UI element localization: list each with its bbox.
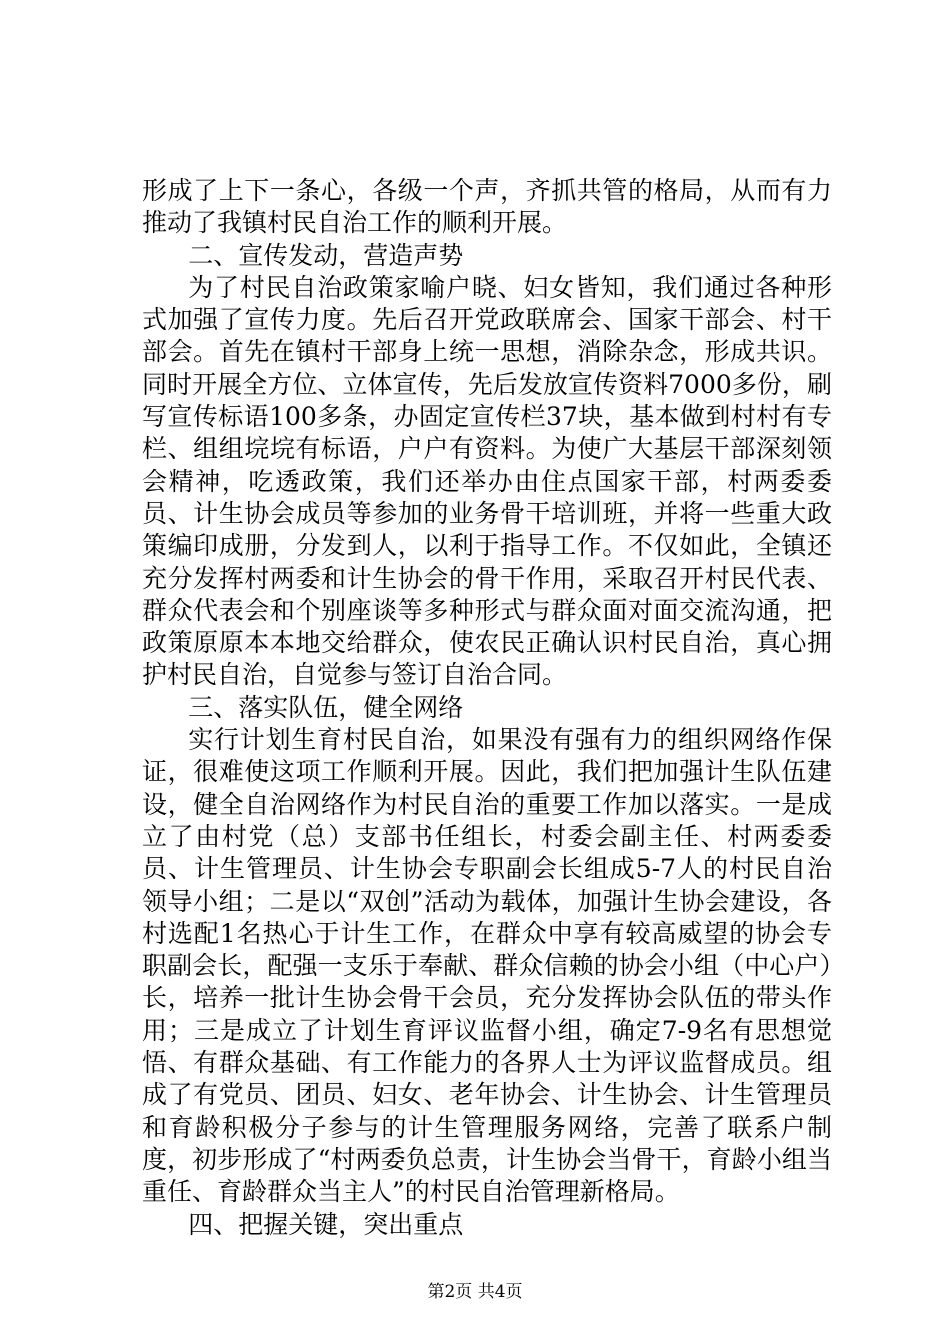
paragraph-network: 实行计划生育村民自治，如果没有强有力的组织网络作保证，很难使这项工作顺利开展。因此，我们把加强计生队伍建设，健全自治网络作为村民自治的重要工作加以落实。一是成立了由村党（总）支部书任组长，村委会副主任、村两委委员、计生管理员、计生协会专职副会长组成5-7人的村民自治领导小组；二是以“双创”活动为载体，加强计生协会建设，各村选配1名热心于计生工作，在群众中享有较高威望的协会专职副会长，配强一支乐于奉献、群众信赖的协会小组（中心户）长，培养一批计生协会骨干会员，充分发挥协会队伍的带头作用；三是成立了计划生育评议监督小组，确定7-9名有思想觉悟、有群众基础、有工作能力的各界人士为评议监督成员。组成了有党员、团员、妇女、老年协会、计生协会、计生管理员和育龄积极分子参与的计生管理服务网络，完善了联系户制度，初步形成了“村两委负总责，计生协会当骨干，育龄小组当重任、育龄群众当主人”的村民自治管理新格局。	[142, 725, 832, 1207]
paragraph-continuation: 形成了上下一条心，各级一个声，齐抓共管的格局，从而有力推动了我镇村民自治工作的顺利开展。	[142, 176, 832, 238]
page-footer	[0, 1282, 950, 1302]
section-heading-3: 三、落实队伍，健全网络	[188, 692, 464, 722]
section-heading-4: 四、把握关键，突出重点	[188, 1209, 464, 1239]
page-number-label: 第2页 共4页	[427, 1282, 523, 1302]
paragraph-publicity: 为了村民自治政策家喻户晓、妇女皆知，我们通过各种形式加强了宣传力度。先后召开党政联席会、国家干部会、村干部会。首先在镇村干部身上统一思想，消除杂念，形成共识。同时开展全方位、立体宣传，先后发放宣传资料7000多份，刷写宣传标语100多条，办固定宣传栏37块，基本做到村村有专栏、组组垸垸有标语，户户有资料。为使广大基层干部深刻领会精神，吃透政策，我们还举办由住点国家干部，村两委委员、计生协会成员等参加的业务骨干培训班，并将一些重大政策编印成册，分发到人，以利于指导工作。不仅如此，全镇还充分发挥村两委和计生协会的骨干作用，采取召开村民代表、群众代表会和个别座谈等多种形式与群众面对面交流沟通，把政策原原本本地交给群众，使农民正确认识村民自治，真心拥护村民自治，自觉参与签订自治合同。	[142, 272, 832, 690]
section-heading-2: 二、宣传发动，营造声势	[188, 240, 464, 270]
document-body	[142, 175, 832, 1241]
